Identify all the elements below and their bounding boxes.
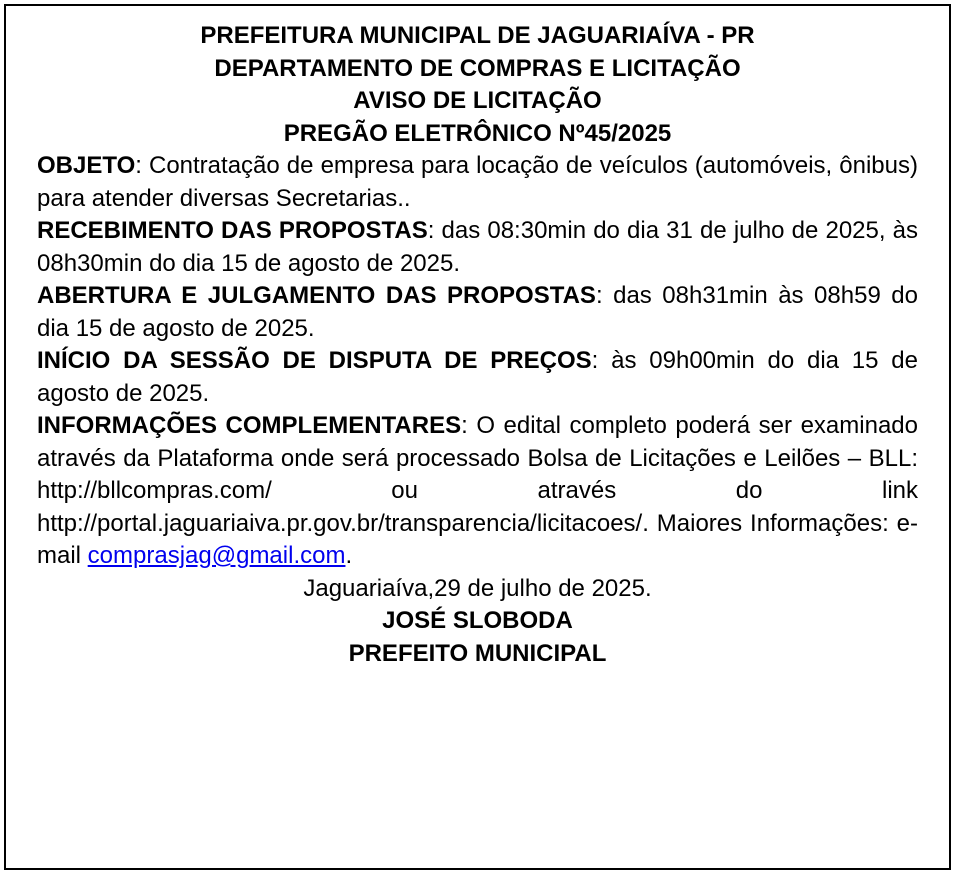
- header-line-aviso: AVISO DE LICITAÇÃO: [353, 87, 602, 114]
- section-abertura: [37, 280, 918, 345]
- section-objeto: [37, 150, 918, 215]
- informacoes-label: INFORMAÇÕES COMPLEMENTARES: [37, 412, 462, 439]
- inicio-label: INÍCIO DA SESSÃO DE DISPUTA DE PREÇOS: [37, 347, 592, 374]
- header-line-departamento: DEPARTAMENTO DE COMPRAS E LICITAÇÃO: [214, 54, 741, 82]
- recebimento-label: RECEBIMENTO DAS PROPOSTAS: [37, 217, 428, 244]
- recebimento-text: : das 08:30min do dia 31 de julho de 2025, às 08h30min do dia 15 de agosto de 2025.: [37, 217, 919, 277]
- abertura-label: ABERTURA E JULGAMENTO DAS PROPOSTAS: [37, 282, 596, 309]
- objeto-text: : Contratação de empresa para locação de veículos (automóveis, ônibus) para atender diversas Secretarias..: [37, 152, 918, 212]
- notice-box: [4, 4, 951, 870]
- signer-title: PREFEITO MUNICIPAL: [348, 639, 607, 667]
- section-informacoes: [37, 410, 918, 573]
- signer-name: JOSÉ SLOBODA: [382, 607, 573, 634]
- section-recebimento: [37, 215, 918, 280]
- email-link[interactable]: comprasjag@gmail.com: [87, 542, 346, 569]
- section-inicio: [37, 345, 918, 410]
- header-line-pregao: PREGÃO ELETRÔNICO Nº45/2025: [283, 119, 672, 147]
- inicio-text: : às 09h00min do dia 15 de agosto de 2025.: [37, 347, 918, 407]
- abertura-text: : das 08h31min às 08h59 do dia 15 de agosto de 2025.: [37, 282, 918, 342]
- header-line-prefeitura: PREFEITURA MUNICIPAL DE JAGUARIAÍVA - PR: [200, 22, 755, 49]
- informacoes-after-email: .: [345, 542, 353, 569]
- place-date: Jaguariaíva,29 de julho de 2025.: [303, 574, 652, 602]
- objeto-label: OBJETO: [37, 152, 136, 179]
- informacoes-text: : O edital completo poderá ser examinado através da Plataforma onde será processado Bolsa de Licitações e Leilões – BLL: http://bllcompras.com/ ou através do link http://portal.jaguariaiva.pr.gov.br/transparencia/licitacoes/. Maiores Informações: e-mail: [37, 412, 918, 569]
